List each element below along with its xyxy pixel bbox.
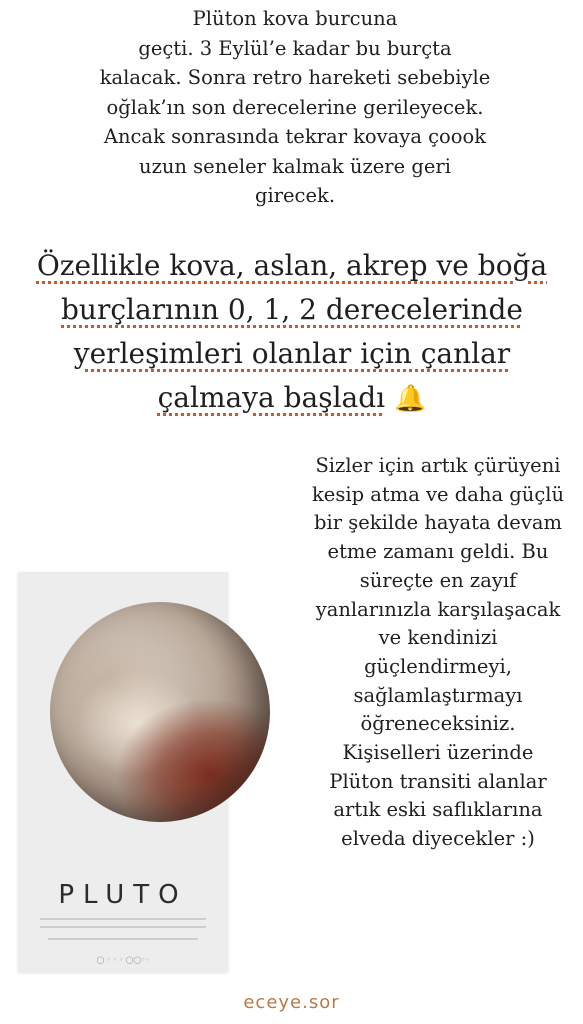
body-line: öğreneceksiniz. [360, 712, 516, 736]
author-credit: eceye.sor [243, 992, 340, 1013]
headline-line: çalmaya başladı [157, 381, 386, 414]
poster-fine-print [48, 938, 198, 940]
poster-footer-icons: ◯ ◦ ◦ ◦ ◯◯◦◦ [96, 956, 150, 964]
headline-line: Özellikle kova, aslan, akrep ve boğa [36, 249, 548, 282]
bell-icon: 🔔 [394, 384, 427, 414]
headline-line: yerleşimleri olanlar için çanlar [73, 337, 511, 370]
body-line: güçlendirmeyi, [364, 654, 512, 678]
intro-line: Plüton kova burcuna [192, 7, 398, 30]
body-line: Sizler için artık çürüyeni [315, 454, 561, 477]
headline-line: burçlarının 0, 1, 2 derecelerinde [61, 293, 523, 326]
intro-line: Ancak sonrasında tekrar kovaya çoook [103, 125, 487, 148]
body-line: yanlarınızla karşılaşacak [315, 597, 561, 621]
body-line: artık eski saflıklarına [333, 798, 543, 822]
intro-line: kalacak. Sonra retro hareketi sebebiyle [99, 66, 491, 89]
body-line: Plüton transiti alanlar [329, 769, 547, 793]
pluto-poster [18, 572, 228, 972]
body-line: bir şekilde hayata devam [314, 511, 562, 535]
intro-line: uzun seneler kalmak üzere geri [139, 154, 451, 178]
body-line: ve kendinizi [378, 626, 498, 650]
pluto-planet-image [50, 602, 270, 822]
intro-line: geçti. 3 Eylül’e kadar bu burçta [138, 36, 452, 60]
body-line: kesip atma ve daha güçlü [311, 482, 565, 506]
body-text [300, 452, 576, 854]
body-line: sağlamlaştırmayı [353, 683, 523, 707]
intro-line: girecek. [254, 184, 336, 207]
body-line: elveda diyecekler :) [341, 827, 535, 851]
headline-text [18, 244, 566, 421]
body-line: süreçte en zayıf [359, 568, 517, 592]
intro-line: oğlak’ın son derecelerine gerileyecek. [106, 95, 484, 119]
intro-text [80, 4, 510, 211]
poster-fine-print [40, 926, 206, 928]
body-line: etme zamanı geldi. Bu [327, 540, 549, 564]
poster-title: PLUTO [58, 880, 188, 910]
poster-fine-print [40, 918, 206, 920]
body-line: Kişiselleri üzerinde [342, 741, 534, 765]
